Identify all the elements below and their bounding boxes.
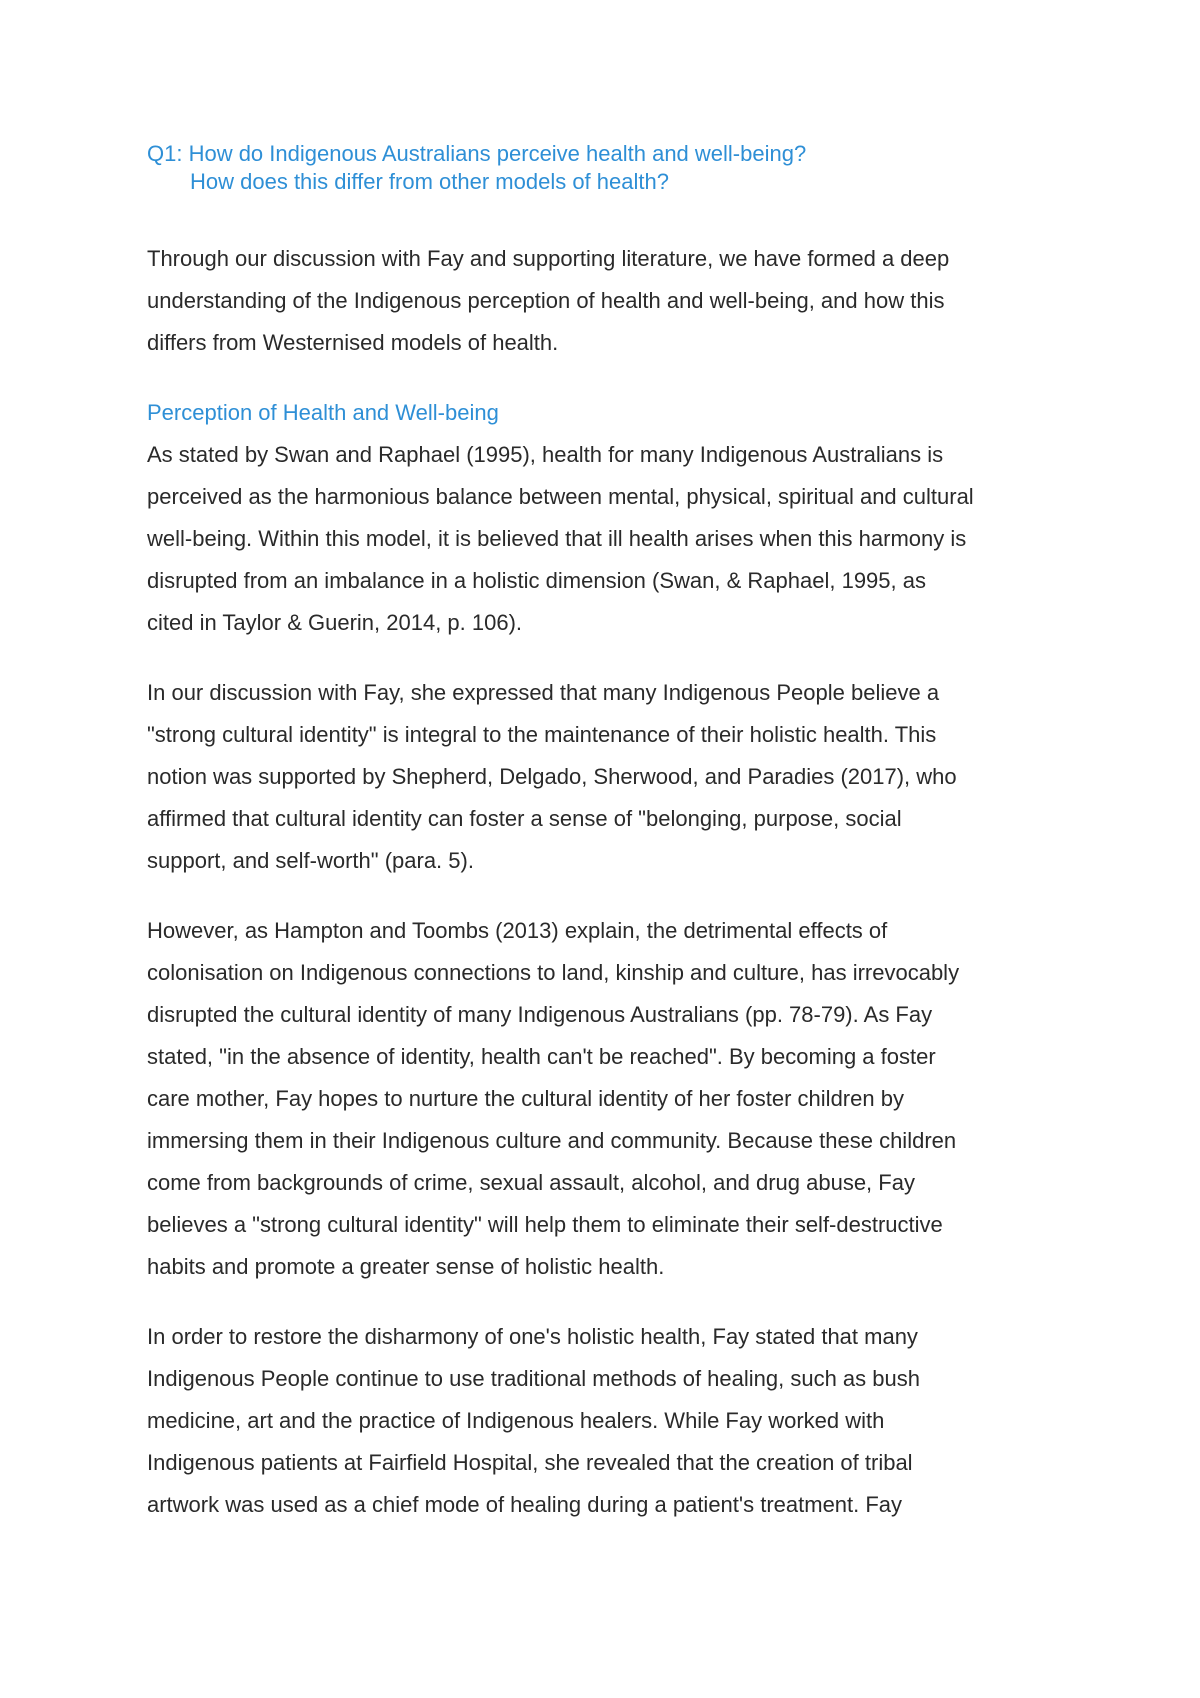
- paragraph-line: artwork was used as a chief mode of healing during a patient's treatment. Fay: [147, 1492, 903, 1517]
- paragraph-line: medicine, art and the practice of Indigenous healers. While Fay worked with: [147, 1408, 885, 1433]
- paragraph-line: "strong cultural identity" is integral to the maintenance of their holistic health. This: [147, 722, 937, 747]
- paragraph-line: disrupted from an imbalance in a holistic dimension (Swan, & Raphael, 1995, as: [147, 568, 926, 593]
- paragraph-line: immersing them in their Indigenous culture and community. Because these children: [147, 1128, 957, 1153]
- paragraph-line: support, and self-worth" (para. 5).: [147, 848, 474, 873]
- paragraph-line: Indigenous patients at Fairfield Hospital, she revealed that the creation of tribal: [147, 1450, 913, 1475]
- paragraph-line: care mother, Fay hopes to nurture the cultural identity of her foster children by: [147, 1086, 904, 1111]
- intro-line: understanding of the Indigenous perception of health and well-being, and how this: [147, 288, 945, 313]
- paragraph-line: believes a "strong cultural identity" will help them to eliminate their self-destructive: [147, 1212, 943, 1237]
- paragraph-line: Indigenous People continue to use traditional methods of healing, such as bush: [147, 1366, 920, 1391]
- paragraph-line: perceived as the harmonious balance between mental, physical, spiritual and cultural: [147, 484, 974, 509]
- document-page: [147, 140, 1077, 1526]
- paragraph-line: colonisation on Indigenous connections to land, kinship and culture, has irrevocably: [147, 960, 960, 985]
- paragraph-line: notion was supported by Shepherd, Delgado, Sherwood, and Paradies (2017), who: [147, 764, 957, 789]
- question-line-2: How does this differ from other models of health?: [190, 169, 669, 194]
- question-line-1: Q1: How do Indigenous Australians perceive health and well-being?: [147, 141, 807, 166]
- paragraph-line: However, as Hampton and Toombs (2013) explain, the detrimental effects of: [147, 918, 888, 943]
- section-heading: Perception of Health and Well-being: [147, 400, 499, 425]
- paragraph-line: As stated by Swan and Raphael (1995), health for many Indigenous Australians is: [147, 442, 944, 467]
- intro-line: differs from Westernised models of health.: [147, 330, 559, 355]
- paragraph-line: stated, "in the absence of identity, health can't be reached". By becoming a foster: [147, 1044, 936, 1069]
- paragraph-line: habits and promote a greater sense of holistic health.: [147, 1254, 665, 1279]
- paragraph-line: disrupted the cultural identity of many Indigenous Australians (pp. 78-79). As Fay: [147, 1002, 933, 1027]
- paragraph-line: In our discussion with Fay, she expressed that many Indigenous People believe a: [147, 680, 940, 705]
- paragraph-line: In order to restore the disharmony of one's holistic health, Fay stated that many: [147, 1324, 918, 1349]
- paragraph-3: [147, 910, 1077, 1288]
- intro-paragraph: [147, 238, 1077, 364]
- paragraph-line: come from backgrounds of crime, sexual assault, alcohol, and drug abuse, Fay: [147, 1170, 915, 1195]
- intro-line: Through our discussion with Fay and supporting literature, we have formed a deep: [147, 246, 950, 271]
- paragraph-line: cited in Taylor & Guerin, 2014, p. 106).: [147, 610, 523, 635]
- paragraph-4: [147, 1316, 1077, 1526]
- paragraph-2: [147, 672, 1077, 882]
- paragraph-line: affirmed that cultural identity can foster a sense of "belonging, purpose, social: [147, 806, 902, 831]
- paragraph-1: [147, 434, 1077, 644]
- paragraph-line: well-being. Within this model, it is believed that ill health arises when this harmony is: [147, 526, 967, 551]
